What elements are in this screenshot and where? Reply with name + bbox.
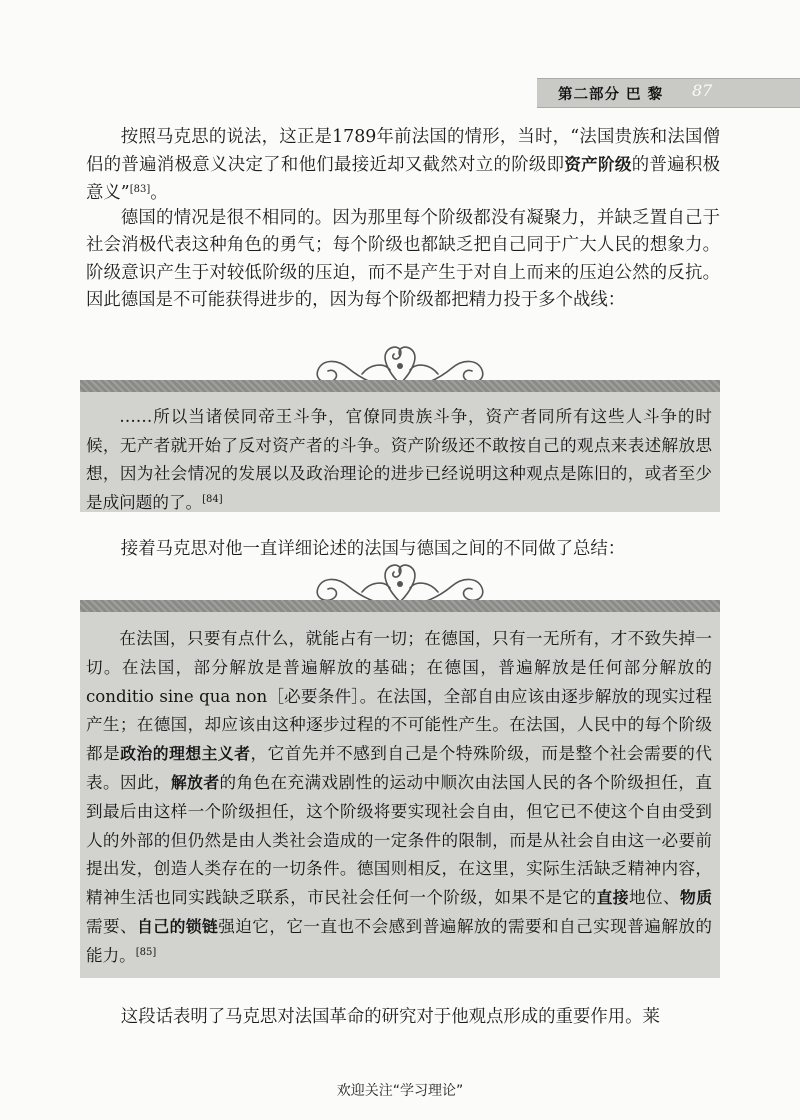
paragraph-1-text-a: 按照马克思的说法，这正是1789年前法国的情形，当时，“法国贵族和法国僧侣的普遍消极意义决定了和他们最接近却又截然对立的阶级即: [86, 127, 720, 176]
quote-2-part-4: 地位、: [628, 888, 681, 908]
paragraph-2: 德国的情况是很不相同的。因为那里每个阶级都没有凝聚力，并缺乏置自己于社会消极代表这种角色的勇气；每个阶级也都缺乏把自己同于广大人民的想象力。阶级意识产生于对较低阶级的压迫，而不是产生于对自上而来的压迫公然的反抗。因此德国是不可能获得进步的，因为每个阶级都把精力投于多个战线：: [86, 208, 720, 310]
running-header-section: 第二部分 巴 黎: [558, 87, 664, 103]
paragraph-4: 这段话表明了马克思对法国革命的研究对于他观点形成的重要作用。莱: [120, 1007, 660, 1027]
quote-2-bold-2: 解放者: [170, 772, 220, 792]
quote-2-bold-1: 政治的理想主义者: [120, 744, 251, 764]
quote-2-bold-5: 自己的锁链: [137, 916, 219, 936]
quote-2-part-1: 在法国，只要有点什么，就能占有一切；在德国，只有一无所有，才不致失掉一切。在法国，部分解放是普遍解放的基础；在德国，普遍解放是任何部分解放的 conditio sine qua non［必要条件］。在法国，全部自由应该由逐步解放的现实过程产生；在德国，却应该由这种逐步过程的不可能性产生。在法国，人民中的每个阶级都是: [86, 629, 712, 764]
quote-2-bold-4: 物质: [680, 888, 712, 908]
paragraph-1: [86, 124, 720, 207]
quote-2-top-band: [80, 600, 720, 612]
quote-1-text: [86, 403, 712, 518]
quote-1-body: ……所以当诸侯同帝王斗争，官僚同贵族斗争，资产者同所有这些人斗争的时候，无产者就开始了反对资产者的斗争。资产阶级还不敢按自己的观点来表述解放思想，因为社会情况的发展以及政治理论的进步已经说明这种观点是陈旧的，或者至少是成问题的了。: [86, 407, 712, 513]
paragraph-1-bold-term: 资产阶级: [564, 155, 632, 175]
quote-1-top-band: [80, 380, 720, 392]
quote-2-part-5: 需要、: [86, 916, 138, 936]
footnote-ref-83: [83]: [129, 183, 151, 195]
quote-block-2: [80, 612, 720, 978]
quote-2-bold-3: 直接: [596, 888, 629, 908]
quote-block-1: [80, 392, 720, 512]
quote-2-part-6: 强迫它，它一直也不会感到普遍解放的需要和自己实现普遍解放的能力。: [86, 916, 713, 965]
paragraph-1-text-b: 的普遍积极意义”: [86, 155, 720, 203]
paragraph-1-text-c: 。: [150, 182, 168, 203]
quote-2-part-3: 的角色在充满戏剧性的运动中顺次由法国人民的各个阶级担任，直到最后由这样一个阶级担任，这个阶级将要实现社会自由，但它已不使这个自由受到人的外部的但仍然是由人类社会造成的一定条件的限制，而是从社会自由这一必要前提出发，创造人类存在的一切条件。德国则相反，在这里，实际生活缺乏精神内容，精神生活也同实践缺乏联系，市民社会任何一个阶级，如果不是它的: [86, 772, 712, 908]
quote-2-part-2: ，它首先并不感到自己是个特殊阶级，而是整个社会需要的代表。因此，: [86, 744, 713, 792]
paragraph-3: 接着马克思对他一直详细论述的法国与德国之间的不同做了总结：: [120, 539, 626, 559]
quote-2-text: [86, 625, 712, 971]
footnote-ref-85: [85]: [135, 946, 157, 958]
footer-note: 欢迎关注“学习理论”: [336, 1083, 464, 1099]
page-number: 87: [692, 81, 713, 100]
footnote-ref-84: [84]: [202, 494, 223, 506]
